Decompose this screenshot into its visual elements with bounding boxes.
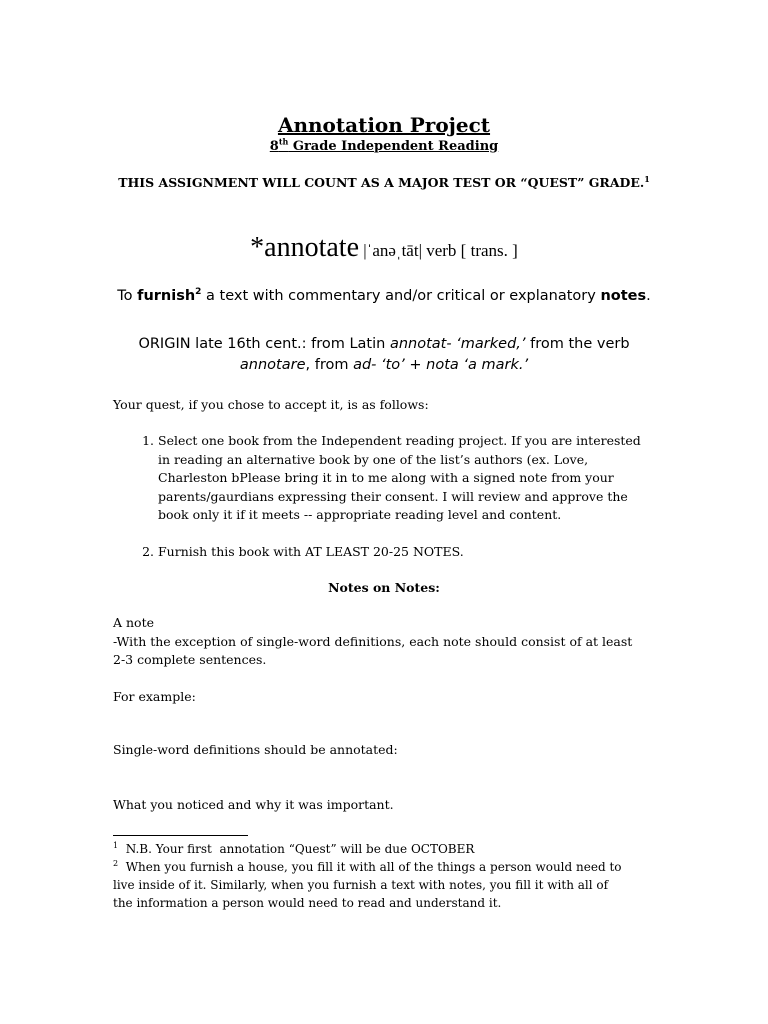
task-1-line: book only it if it meets -- appropriate reading level and content. [158,507,562,522]
pronunciation: |ˈanəˌtāt| verb [ trans. ] [359,241,518,260]
task-item-1 [158,432,678,525]
grade-notice [0,175,768,190]
headword: *annotate [250,232,360,263]
task-1-line: Charleston bPlease bring it in to me along with a signed note from your [158,470,614,485]
document-title: Annotation Project [277,113,491,137]
definition-keyword-furnish: furnish [137,288,196,304]
task-item-2 [158,543,678,562]
subtitle-grade: 8 [269,139,279,154]
document-subtitle [0,136,768,154]
footnote-2-text: When you furnish a house, you fill it with all of the things a person would need to [118,860,622,874]
footnote-ref-2: 2 [195,287,202,298]
etymology-origin-text: ORIGIN late 16th cent.: from Latin [138,336,390,352]
footnote-ref-1: 1 [644,173,650,184]
notes-heading: Notes on Notes: [328,580,440,595]
note-guideline-line: 2-3 complete sentences. [113,652,267,667]
note-guideline-line: A note [113,615,154,630]
footnote-2 [113,858,653,876]
footnote-1-text: N.B. Your first annotation “Quest” will be due OCTOBER [118,842,475,856]
task-1-line: 1. Select one book from the Independent reading project. If you are interested [158,433,641,448]
definition-text [0,288,768,304]
etymology [0,334,768,376]
footnote-2-text: live inside of it. Similarly, when you furnish a text with notes, you fill it with all of [113,878,609,892]
dictionary-entry [0,232,768,264]
what-noticed-label: What you noticed and why it was important. [113,797,394,812]
definition-end: . [646,288,651,304]
footnote-1-number: 1 [113,841,119,850]
footnote-divider [113,835,248,836]
task-list [136,432,678,561]
etymology-line-2 [0,355,768,376]
subtitle-ordinal-suffix: th [278,136,289,147]
note-guideline-line: -With the exception of single-word definitions, each note should consist of at least [113,633,633,649]
definition-prefix: To [117,288,138,304]
footnote-2-text: the information a person would need to read and understand it. [113,896,502,910]
definition-keyword-notes: notes [600,288,647,304]
etymology-line-1 [0,334,768,355]
etymology-roots: ad- ‘to’ + nota ‘a mark.’ [353,357,529,373]
footnotes [113,840,653,912]
definition-middle: a text with commentary and/or critical or explanatory [201,288,601,304]
for-example-label: For example: [113,689,196,704]
etymology-from-text: , from [305,357,354,373]
etymology-annotare: annotare [239,357,306,373]
quest-intro: Your quest, if you chose to accept it, is as follows: [113,397,429,412]
single-word-label: Single-word definitions should be annotated: [113,742,398,757]
task-1-line: parents/gaurdians expressing their consent. I will review and approve the [158,488,628,504]
note-guidelines [113,614,653,670]
footnote-2-number: 2 [113,859,119,868]
etymology-latin-term: annotat- ‘marked,’ [389,336,526,352]
grade-notice-text: THIS ASSIGNMENT WILL COUNT AS A MAJOR TEST OR “QUEST” GRADE. [118,175,645,190]
subtitle-text: Grade Independent Reading [288,139,499,154]
task-2-line: 2. Furnish this book with AT LEAST 20-25 NOTES. [158,543,464,559]
task-1-line: in reading an alternative book by one of the list’s authors (ex. Love, [158,451,589,467]
etymology-verb-text: from the verb [525,336,630,352]
footnote-1 [113,840,653,858]
